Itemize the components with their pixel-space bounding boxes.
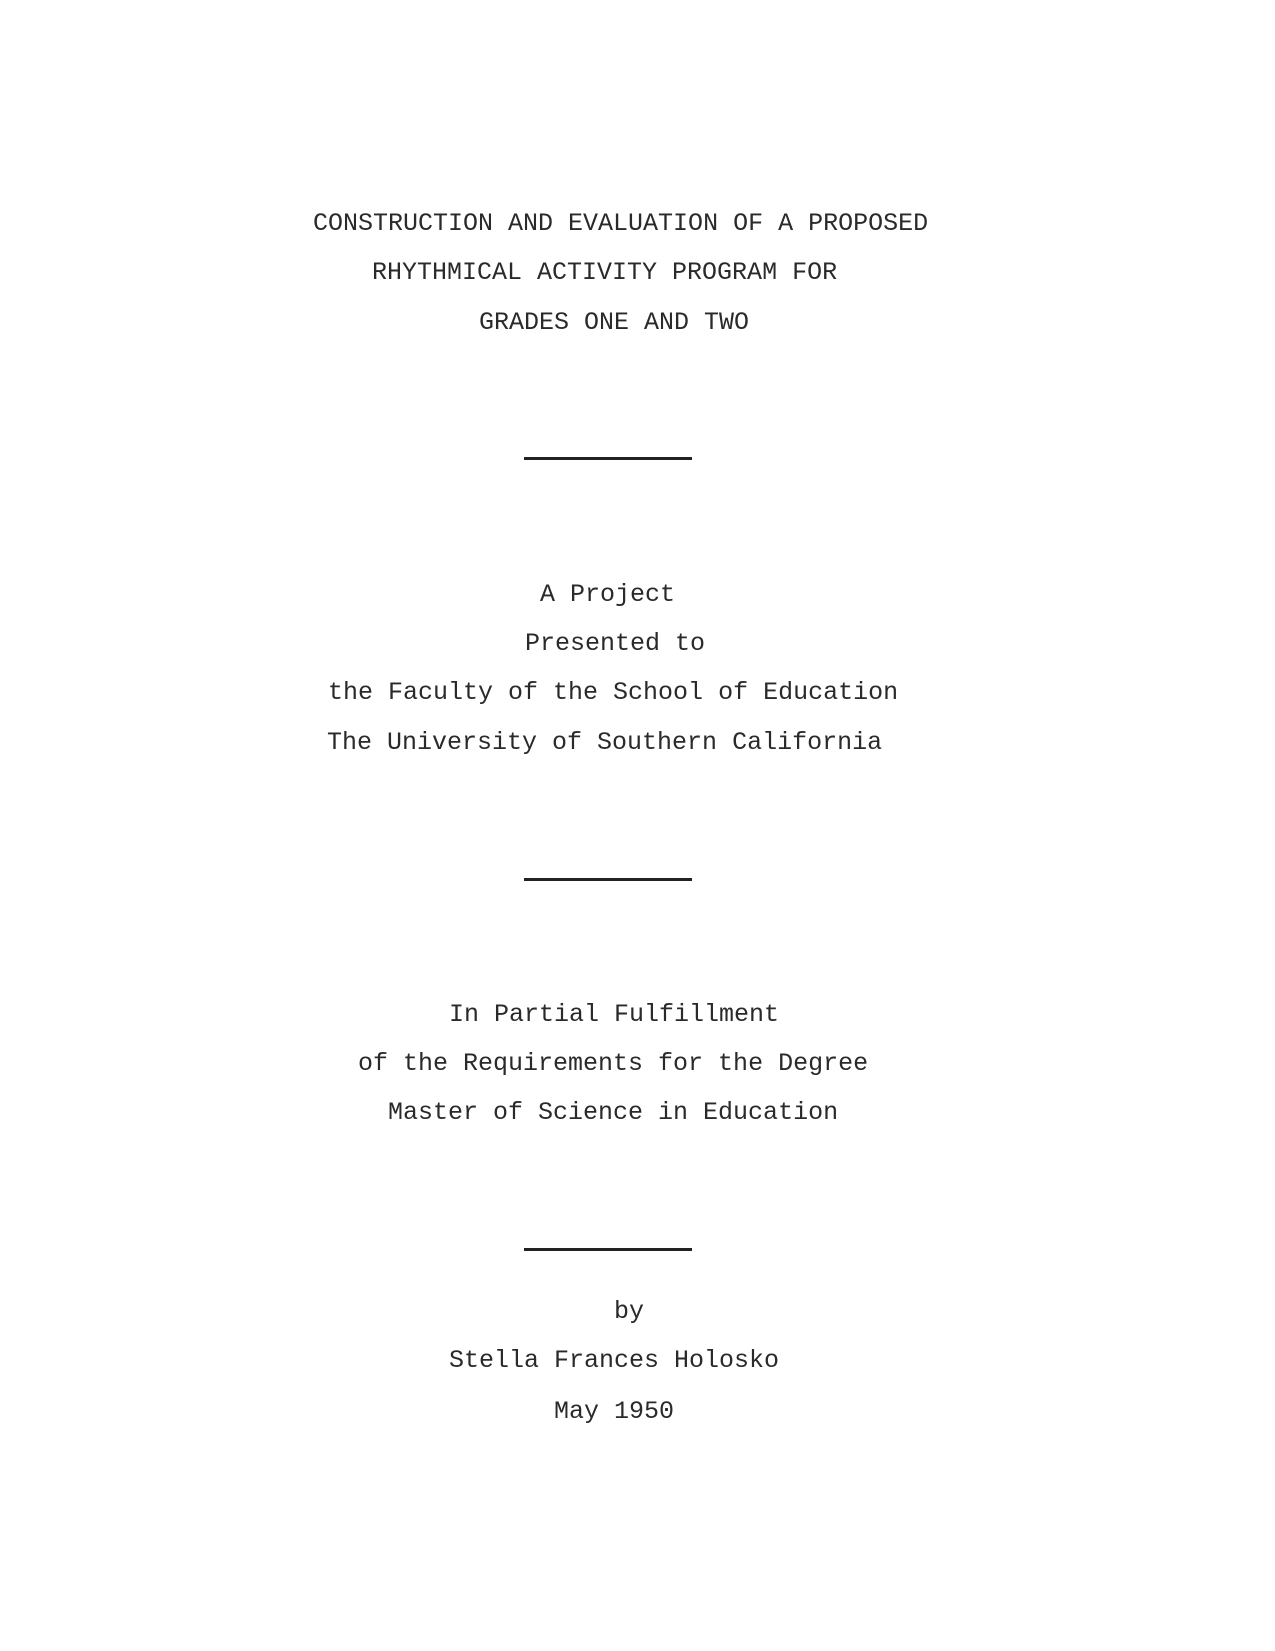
divider-rule — [524, 1248, 692, 1251]
fulfillment-line-3: Master of Science in Education — [388, 1098, 839, 1127]
title-line-2: RHYTHMICAL ACTIVITY PROGRAM FOR — [372, 258, 838, 287]
fulfillment-line-1: In Partial Fulfillment — [449, 1000, 780, 1029]
title-line-1: CONSTRUCTION AND EVALUATION OF A PROPOSED — [313, 209, 929, 238]
fulfillment-line-2: of the Requirements for the Degree — [358, 1049, 869, 1078]
presentation-line-4: The University of Southern California — [327, 728, 883, 757]
author-name: Stella Frances Holosko — [449, 1346, 780, 1375]
presentation-line-3: the Faculty of the School of Education — [328, 678, 899, 707]
presentation-line-2: Presented to — [525, 629, 706, 658]
divider-rule — [524, 457, 692, 460]
title-line-3: GRADES ONE AND TWO — [479, 308, 750, 337]
by-label: by — [614, 1297, 645, 1326]
divider-rule — [524, 878, 692, 881]
presentation-line-1: A Project — [540, 580, 676, 609]
submission-date: May 1950 — [554, 1397, 675, 1426]
